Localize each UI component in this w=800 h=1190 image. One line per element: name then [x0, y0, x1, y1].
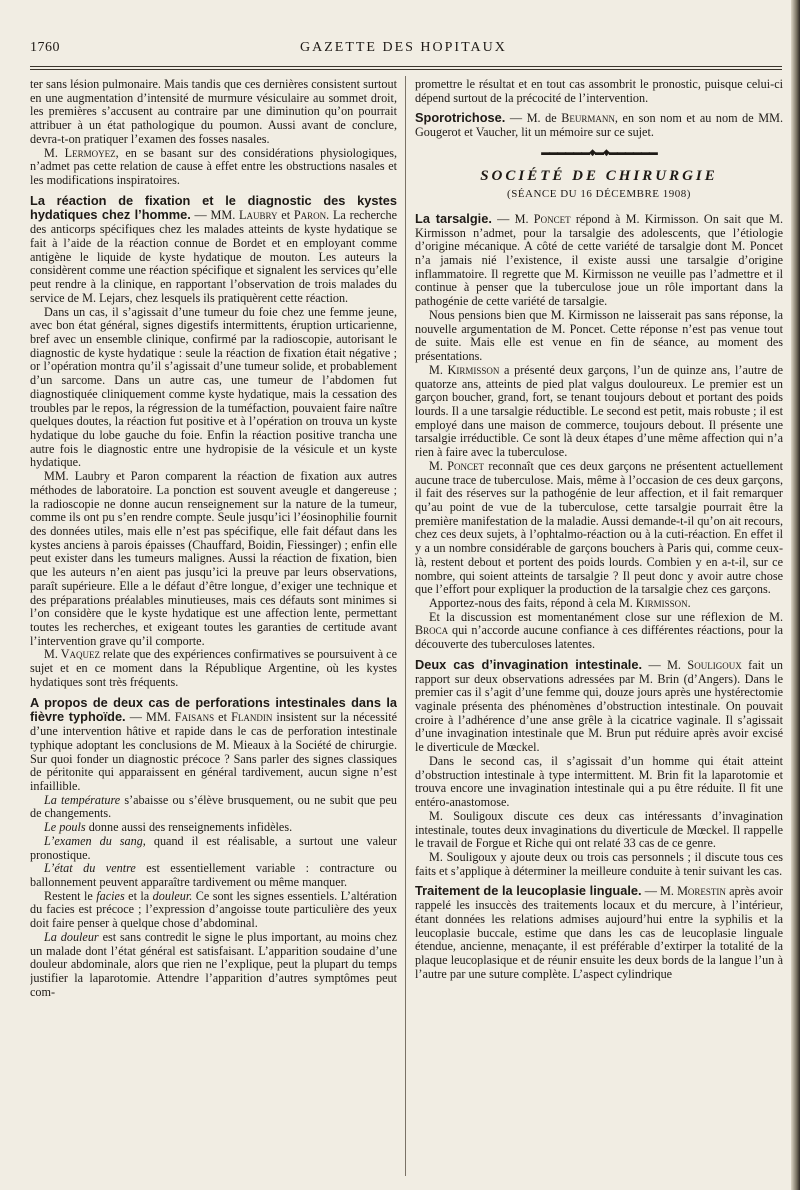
article-kystes: La réaction de fixation et le diagnostic des kystes hydatiques chez l’homme. — MM. Laubry et Paron. La recherche des anticorps spécifiques chez les malades atteints de kyste hydatique se fait à l’aide de la réaction connue de Bordet et en employant comme antigène le liquide de kyste hydatique de mouton. Les auteurs la considèrent comme une réaction spécifique et signalent les services qu’elle peut rendre à la clinique, en rapportant l’observation de trois malades du service de M. Lejars, chez lesquels ils pratiquèrent cette réaction.	[30, 192, 397, 305]
paragraph: La douleur est sans contredit le signe le plus important, au moins chez un malade dont l’état général est satisfaisant. L’apparition soudaine d’une douleur abdominale, alors que rien ne l’explique, peut la plupart du temps justifier la laparotomie. Attendre l’apparition d’autres symptômes peut com-	[30, 929, 397, 999]
paragraph: Le pouls donne aussi des renseignements infidèles.	[44, 820, 293, 835]
article-heading: La réaction de fixation et le diagnostic des kystes hydatiques chez l’homme.	[30, 192, 397, 223]
author-name: M. Poncet	[429, 458, 485, 473]
article-heading: La tarsalgie.	[415, 210, 492, 226]
article-perforations: A propos de deux cas de perforations intestinales dans la fièvre typhoïde. — MM. Faisans et Flandin insistent sur la nécessité d’une intervention hâtive et rapide dans le cas de perforation intestinale typhique adoptant les conclusions de M. Mieaux à la Société de chirurgie. Sur quoi fonder un diagnostic précoce ? Sans parler des signes classiques de péritonite qui apparaissent en général tardivement, aucun signe n’est infaillible.	[30, 694, 397, 793]
paragraph: M. Souligoux discute ces deux cas intéressants d’invagination intestinale, toutes deux invaginations du diverticule de Mœckel. Il rappelle le travail de Forgue et Riche qui ont relaté 33 cas de ce genre.	[415, 808, 783, 851]
author-name: M. Lermoyez,	[44, 145, 119, 160]
author-name: Kirmisson.	[635, 596, 691, 610]
right-column	[415, 78, 783, 1178]
ornament-divider: ▬▬▬▬▬▬◆▬◆▬▬▬▬▬▬	[541, 146, 657, 157]
paragraph: M. Vaquez relate que des expériences confirmatives se poursuivent à ce sujet et en ce moment dans la République Argentine, où les kystes hydatiques sont très fréquents.	[30, 647, 397, 689]
paragraph: Nous pensions bien que M. Kirmisson ne laisserait pas sans réponse, la nouvelle argumentation de M. Poncet. Cette réponse n’est pas venue tout de suite. Mais elle est venue en fin de séance, au moment des présentations.	[415, 307, 783, 364]
paragraph: La température s’abaisse ou s’élève brusquement, ou ne subit que peu de changements.	[30, 792, 397, 821]
running-title: GAZETTE DES HOPITAUX	[300, 40, 507, 55]
header-rule-double	[30, 69, 782, 70]
author-name: Morestin	[677, 884, 726, 899]
paragraph: promettre le résultat et en tout cas assombrit le pronostic, puisque celui-ci dépend surtout de la précocité de l’intervention.	[415, 78, 783, 105]
article-heading: A propos de deux cas de perforations intestinales dans la fièvre typhoïde.	[30, 694, 397, 725]
author-name: Faisans	[174, 710, 215, 725]
paragraph: ter sans lésion pulmonaire. Mais tandis que ces dernières consistent surtout en une augmentation d’intensité de murmure vésiculaire au sommet droit, les premières s’accusent au contraire par une diminution qu’on pourrait attribuer à un état pathologique du poumon. Aussi avant de conclure, devra-t-on pratiquer l’examen des fosses nasales.	[30, 78, 397, 146]
paragraph: Et la discussion est momentanément close sur une réflexion de M. Broca qui n’accorde aucune confiance à ces différentes réactions, pour la découverte des tuberculoses latentes.	[415, 609, 783, 652]
article-heading: Deux cas d’invagination intestinale.	[415, 656, 643, 672]
author-name: Poncet	[533, 211, 571, 226]
author-name: Laubry	[239, 208, 278, 223]
left-column	[30, 78, 397, 1178]
author-name: M. Vaquez	[44, 647, 101, 662]
paragraph: L’état du ventre est essentiellement variable : contracture ou ballonnement peuvent apparaître tardivement ou même manquer.	[30, 861, 397, 889]
paragraph: Dans le second cas, il s’agissait d’un homme qui était atteint d’obstruction intestinale à type intermittent. M. Brin fit la laparotomie et trouva encore une invagination intestinale qui a pu être réduite. Il fit une entéro-anastomose.	[415, 753, 783, 810]
author-name: M. Kirmisson	[429, 362, 500, 377]
paragraph: M. Poncet reconnaît que ces deux garçons ne présentent actuellement aucune trace de tuberculose. Mais, même à l’occasion de ces deux garçons, il fait des réserves sur la pathogénie de leur affection, et il fait remarquer qu’au point de vue de la tuberculose, cette tarsalgie pourrait être la première manifestation de la maladie. Aussi demande-t-il qu’on ait recours, chez ces deux sujets, à l’ophtalmo-réaction ou à la cuti-réaction. En effet il y a un nombre considérable de garçons bouchers à Paris qui, comme ceux-là, restent debout et portent des poids lourds. Combien y en a-t-il, sur ce nombre, qui soient atteints de tarsalgie ? Il peut donc y avoir autre chose que l’effort pour expliquer la production de la tarsalgie chez ces garçons.	[415, 458, 783, 597]
author-name: Paron.	[293, 208, 330, 223]
paragraph: Restent le facies et la douleur. Ce sont les signes essentiels. L’altération du facies est précoce ; l’expression d’angoisse toute particulière des yeux doit faire penser à quelque chose d’abdominal.	[30, 888, 397, 931]
author-name: Beurmann,	[561, 111, 618, 126]
page-number: 1760	[30, 40, 60, 55]
section-title: SOCIÉTÉ DE CHIRURGIE	[480, 167, 718, 184]
paragraph: Apportez-nous des faits, répond à cela M. Kirmisson.	[429, 596, 691, 610]
article-invagination: Deux cas d’invagination intestinale. — M. Souligoux fait un rapport sur deux observations adressées par M. Brin (d’Angers). Dans le premier cas il s’agit d’une femme qui, douze jours après une hystérectomie vaginale présenta des phénomènes d’obstruction intestinale. On pouvait croire à l’adhérence d’une anse grêle à la cicatrice vaginale. Il s’agissait d’une invagination intestinale que M. Brun put réduire après avoir excisé le diverticule de Mœckel.	[415, 656, 783, 755]
paragraph: M. Souligoux y ajoute deux ou trois cas personnels ; il discute tous ces faits et s’applique à déterminer la meilleure conduite à tenir suivant les cas.	[415, 849, 783, 878]
article-leucoplasie: Traitement de la leucoplasie linguale. — M. Morestin après avoir rappelé les insuccès des traitements locaux et du mercure, à l’intérieur, étant données les relations admises aujourd’hui entre la syphilis et la leucoplasie buccale, estime que dans les cas de leucoplasie linguale étendue, ancienne, menaçante, il est préférable d’extirper la totalité de la plaque leucoplasique et de réunir ensuite les deux bords de la langue l’un à l’autre par une suture complète. L’aspect cylindrique	[415, 883, 783, 981]
paragraph: L’examen du sang, quand il est réalisable, a surtout une valeur pronostique.	[30, 833, 397, 862]
page-header	[30, 40, 785, 62]
article-sporotrichose: Sporotrichose. — M. de Beurmann, en son nom et au nom de MM. Gougerot et Vaucher, lit un mémoire sur ce sujet.	[415, 110, 783, 140]
section-date: (SÉANCE DU 16 DÉCEMBRE 1908)	[507, 187, 691, 200]
author-name: Flandin	[231, 710, 273, 725]
author-name: Broca	[415, 623, 449, 638]
paragraph: M. Kirmisson a présenté deux garçons, l’un de quinze ans, l’autre de quatorze ans, atteints de pied plat valgus douloureux. Le premier est un garçon boucher, grand, fort, se tenant toujours debout et portant des poids lourds. Il a une tarsalgie réductible. Le second est petit, mais robuste ; il est employé dans une maison de commerce, toujours debout. Il présente une tarsalgie irréductible. Ce sont là deux étapes d’une même affection qui n’a rien à faire avec la tuberculose.	[415, 362, 783, 460]
paragraph: MM. Laubry et Paron comparent la réaction de fixation aux autres méthodes de laboratoire. La ponction est souvent aveugle et dangereuse ; la radioscopie ne donne aucun renseignement sur la nature de la tumeur, comme ils ont pu s’en rendre compte. Seule jusqu’ici l’éosinophilie fournit des données utiles, mais elle n’est pas spécifique, elle fait défaut dans les kystes anciens à parois épaisses (Chauffard, Boidin, Fiessinger) ; enfin elle peut exister dans les tumeurs malignes. Aussi la réaction de fixation, bien que les auteurs n’en aient pas jusqu’ici la preuve par leurs observations, paraît supérieure. Elle a le défaut d’être longue, d’exiger une technique et des préparations préalables minutieuses, mais ces défauts sont minimes si l’on considère que le kyste hydatique est une affection lente, permettant toutes les recherches, et exigeant toutes les garanties de certitude avant l’intervention grave qu’il comporte.	[30, 469, 397, 648]
paragraph: Dans un cas, il s’agissait d’une tumeur du foie chez une femme jeune, avec bon état général, signes digestifs intermittents, éruption urticarienne, bref avec un ensemble clinique, confirmé par la radioscopie, autorisant le diagnostic de kyste hydatique : seule la réaction de fixation était négative ; or l’opération montra qu’il s’agissait d’une tumeur solide, et probablement d’un sarcome. Dans un autre cas, une tumeur de l’abdomen fut diagnostiquée cliniquement comme kyste hydatique, mais la cessation des troubles par le repos, la régression de la tuméfaction, pouvaient faire naître quelques doutes, la réaction fut positive et à l’opération on trouva un kyste hydatique du lobe gauche du foie. Enfin la réaction positive trancha une autre fois le diagnostic entre une hydropisie de la vésicule et un kyste hydatique.	[30, 304, 397, 470]
article-heading: Traitement de la leucoplasie linguale.	[415, 883, 642, 899]
author-name: Souligoux	[687, 657, 742, 672]
article-tarsalgie: La tarsalgie. — M. Poncet répond à M. Kirmisson. On sait que M. Kirmisson n’admet, pour la tarsalgie des adolescents, que l’étiologie d’origine mécanique. A côté de cette variété de tarsalgie dont M. Poncet n’a jamais nié l’existence, il existe aussi une tarsalgie d’origine inflammatoire. Il regrette que M. Kirmisson ne veuille pas l’admettre et il continue à penser que la tuberculose joue un rôle important dans la pathogénie de cette variété de tarsalgie.	[415, 210, 783, 309]
article-heading: Sporotrichose.	[415, 110, 506, 126]
page-binding-edge	[791, 0, 800, 1190]
header-rule	[30, 66, 782, 67]
column-divider	[405, 76, 406, 1176]
paragraph: M. Lermoyez, en se basant sur des considérations physiologiques, n’admet pas cette relation de cause à effet entre les obstructions nasales et les modifications inspiratoires.	[30, 145, 397, 188]
section-banner	[415, 146, 783, 202]
